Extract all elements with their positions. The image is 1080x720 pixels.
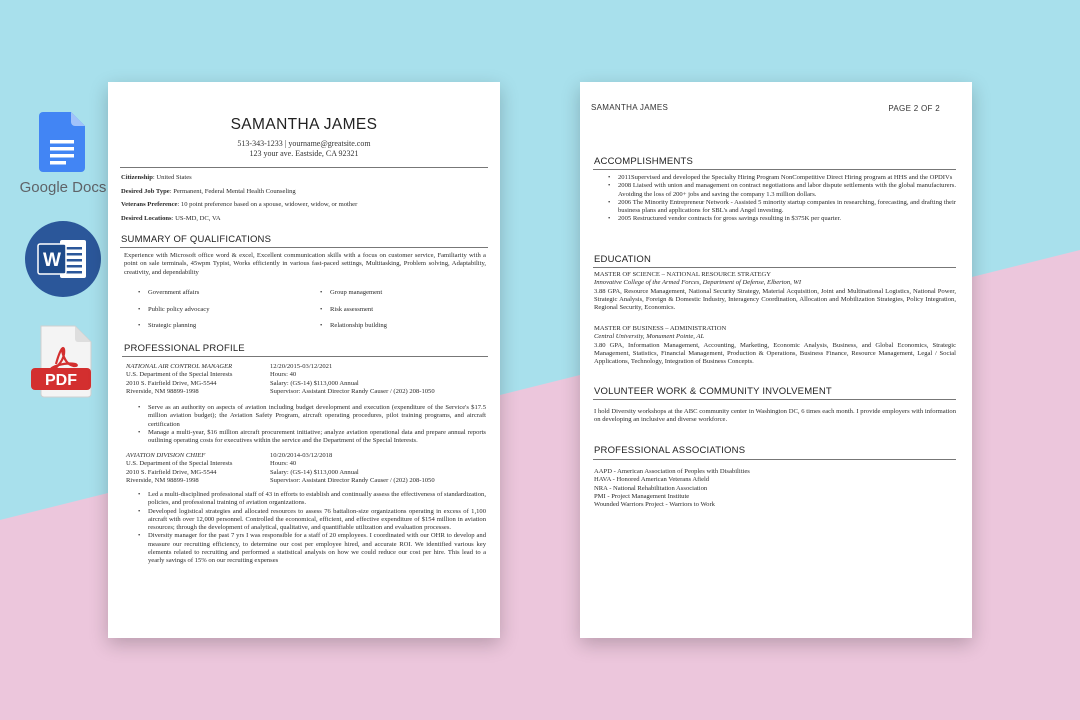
edu-1-details: 3.88 GPA, Resource Management, National Security Strategy, Material Acquisition, Joint and Multinational Logistics, National Power, Strategic Analysis, Foreign & Domestic Industry, Interagency Coordination, Allocation and Mobilization Strategies, Policy Integration, Regional Security, Economics. bbox=[594, 287, 956, 312]
skills-list-left bbox=[138, 285, 308, 335]
list-item: PMI - Project Management Institute bbox=[594, 492, 690, 500]
list-item: • Relationship building bbox=[320, 318, 480, 335]
google-docs-badge bbox=[18, 112, 108, 196]
detail-value: : United States bbox=[152, 174, 192, 181]
volunteer-divider bbox=[593, 399, 956, 400]
list-item: Wounded Warriors Project - Warriors to Work bbox=[594, 501, 715, 509]
list-item: • Government affairs bbox=[138, 285, 308, 302]
list-item: • 2005 Restructured vendor contracts for gross savings resulting in $375K per quarter. bbox=[608, 215, 956, 223]
google-docs-icon bbox=[39, 112, 87, 172]
summary-divider bbox=[120, 247, 488, 248]
page-number: PAGE 2 OF 2 bbox=[888, 104, 940, 113]
volunteer-text: I hold Diversity workshops at the ABC community center in Washington DC, 6 times each month. I provide employers with information on developing an inclusive and diverse workforce. bbox=[594, 408, 956, 424]
details-block bbox=[121, 171, 487, 225]
edu-2-degree: MASTER OF BUSINESS – ADMINISTRATION bbox=[594, 325, 727, 332]
job-1-row-1 bbox=[126, 363, 486, 371]
job-1-address: 2010 S. Fairfield Drive, MG-5544 bbox=[126, 379, 217, 387]
header-divider bbox=[120, 167, 488, 168]
education-heading: EDUCATION bbox=[594, 254, 652, 265]
list-item: • Developed logistical strategies and allocated resources to assess 76 battalion-size organizations operating in excess of 1,100 aircraft with over 12,000 personnel. Controlled the economical, efficient, and effective expenditure of $154 million in aviation resources; through the development of analytical, qualitative, and quantifiable utilization and evaluation processes. bbox=[138, 508, 486, 533]
list-item: • Strategic planning bbox=[138, 318, 308, 335]
list-item: AAPD - American Association of Peoples with Disabilities bbox=[594, 468, 750, 475]
skills-list-right bbox=[320, 285, 480, 335]
list-item: • Public policy advocacy bbox=[138, 302, 308, 319]
education-2 bbox=[594, 325, 956, 366]
page-2-header-name: SAMANTHA JAMES bbox=[591, 103, 669, 112]
list-item: HAVA - Honored American Veterans Afield bbox=[594, 476, 710, 484]
job-1-hours: Hours: 40 bbox=[270, 371, 297, 379]
edu-1-school: Innovative College of the Armed Forces, Department of Defense, Elberton, WI bbox=[594, 279, 802, 287]
contact-block bbox=[108, 139, 500, 159]
summary-text: Experience with Microsoft office word & excel, Excellent communication skills with a focus on customer service, Familiarity with a point on sale terminals, 45wpm Typist, Works efficiently in various fast-paced settings, Multitasking, Problem solving, Adaptability, creativity, and dependability bbox=[124, 252, 486, 276]
list-item: • Led a multi-disciplined professional staff of 43 in efforts to establish and continually assess the effectiveness of standardization, policies, and professional training of aviation organizations. bbox=[138, 491, 486, 508]
accomplishments-list bbox=[608, 174, 956, 224]
detail-label: Desired Locations bbox=[121, 214, 172, 222]
edu-1-degree: MASTER OF SCIENCE – NATIONAL RESOURCE STRATEGY bbox=[594, 271, 772, 278]
edu-2-details: 3.80 GPA, Information Management, Accounting, Marketing, Economic Analysis, Business, and Global Economics, Strategic Management, Statistics, Financial Management, Production & Operations, Business Finance, Resource Management, Legal / Social Applications, Technology, Integration of Business Concepts. bbox=[594, 341, 956, 366]
detail-locations bbox=[121, 212, 487, 226]
job-2-org: U.S. Department of the Special Interests bbox=[126, 460, 233, 468]
job-1-row-4 bbox=[126, 388, 486, 396]
resume-page-1 bbox=[108, 82, 500, 638]
job-2-bullets bbox=[138, 491, 486, 566]
associations-heading: PROFESSIONAL ASSOCIATIONS bbox=[594, 445, 746, 456]
resume-name: SAMANTHA JAMES bbox=[230, 116, 378, 133]
job-2-row-2 bbox=[126, 460, 486, 468]
list-item: • Manage a multi-year, $16 million aircraft procurement initiative; analyze aviation operational data and prepare annual reports outlining operating costs for executives within the service and the Department of the Special Interests. bbox=[138, 429, 486, 446]
svg-text:W: W bbox=[43, 250, 61, 271]
job-1-city: Riverside, NM 98899-1998 bbox=[126, 387, 199, 395]
job-2-row-4 bbox=[126, 477, 486, 485]
job-2-supervisor: Supervisor: Assistant Director Randy Causer / (202) 208-1050 bbox=[270, 476, 435, 484]
job-1-dates: 12/20/2015-03/12/2021 bbox=[270, 363, 333, 370]
detail-label: Citizenship bbox=[121, 174, 153, 181]
associations-divider bbox=[593, 459, 956, 460]
job-2-salary: Salary: (GS-14) $113,000 Annual bbox=[270, 468, 359, 476]
edu-2-school: Central University, Monument Pointe, AL bbox=[594, 333, 705, 341]
education-1 bbox=[594, 271, 956, 312]
associations-list bbox=[594, 468, 956, 509]
education-divider bbox=[593, 267, 956, 268]
detail-veterans bbox=[121, 198, 487, 212]
job-2-title: AVIATION DIVISION CHIEF bbox=[126, 452, 206, 459]
job-1 bbox=[126, 363, 486, 396]
list-item: • Diversity manager for the past 7 yrs I was responsible for a staff of 20 employees. I coordinated with our OHR to develop and measure our recruiting efficiency, to determine our cost per employee hired, and accurate ROI. We identified various key elements related to recruiting and performed a statistical analysis on how we could reduce our cost per hire. This lead to a yearly savings of 15% on our recruiting expenses bbox=[138, 532, 486, 565]
list-item: • Risk assessment bbox=[320, 302, 480, 319]
job-1-title: NATIONAL AIR CONTROL MANAGER bbox=[126, 363, 233, 370]
accomplishments-heading: ACCOMPLISHMENTS bbox=[594, 156, 694, 167]
profile-heading: PROFESSIONAL PROFILE bbox=[124, 343, 245, 354]
list-item: • 2006 The Minority Entrepreneur Network - Assisted 5 minority startup companies in researching, forecasting, and drafting their business plans and applications for SBL's and Angel investing. bbox=[608, 199, 956, 216]
volunteer-heading: VOLUNTEER WORK & COMMUNITY INVOLVEMENT bbox=[594, 386, 832, 397]
resume-page-2 bbox=[580, 82, 972, 638]
detail-label: Veterans Preference bbox=[121, 201, 178, 209]
pdf-badge bbox=[18, 324, 108, 403]
job-2-hours: Hours: 40 bbox=[270, 460, 297, 468]
detail-value: : Permanent, Federal Mental Health Counseling bbox=[169, 187, 296, 195]
profile-divider bbox=[122, 356, 488, 357]
list-item: • 2011Supervised and developed the Specialty Hiring Program NonCompetitive Direct Hiring program at HHS and the OPDIVs bbox=[608, 174, 956, 182]
job-1-row-2 bbox=[126, 371, 486, 379]
contact-line-2: 123 your ave. Eastside, CA 92321 bbox=[249, 149, 359, 158]
pdf-label: PDF bbox=[45, 372, 77, 389]
job-2-address: 2010 S. Fairfield Drive, MG-5544 bbox=[126, 468, 217, 476]
accomplishments-divider bbox=[593, 169, 956, 170]
detail-citizenship bbox=[121, 171, 487, 185]
detail-label: Desired Job Type bbox=[121, 187, 170, 195]
job-1-salary: Salary: (GS-14) $113,000 Annual bbox=[270, 379, 359, 387]
word-badge bbox=[18, 220, 108, 303]
job-1-supervisor: Supervisor: Assistant Director Randy Causer / (202) 208-1050 bbox=[270, 387, 435, 395]
list-item: • 2008 Liaised with union and management on contract negotiations and labor dispute settlements with the global manufacturers. Avoiding the loss of 200+ jobs and saving the company 1.3 million dollars. bbox=[608, 182, 956, 199]
list-item: • Group management bbox=[320, 285, 480, 302]
job-2-row-1 bbox=[126, 452, 486, 460]
microsoft-word-icon bbox=[24, 220, 102, 298]
job-1-row-3 bbox=[126, 380, 486, 388]
detail-job-type bbox=[121, 185, 487, 199]
pdf-icon bbox=[29, 324, 97, 398]
job-2-row-3 bbox=[126, 469, 486, 477]
job-2-city: Riverside, NM 98899-1998 bbox=[126, 476, 199, 484]
job-2 bbox=[126, 452, 486, 485]
job-1-bullets bbox=[138, 404, 486, 445]
contact-line-1: 513-343-1233 | yourname@greatsite.com bbox=[237, 139, 371, 148]
detail-value: : US-MD, DC, VA bbox=[171, 214, 221, 222]
list-item: NRA - National Rehabilitation Association bbox=[594, 484, 708, 492]
google-docs-label: Google Docs bbox=[19, 179, 107, 196]
job-2-dates: 10/20/2014-03/12/2018 bbox=[270, 452, 333, 459]
job-1-org: U.S. Department of the Special Interests bbox=[126, 371, 233, 379]
detail-value: : 10 point preference based on a spouse, widower, widow, or mother bbox=[177, 201, 358, 209]
summary-heading: SUMMARY OF QUALIFICATIONS bbox=[121, 234, 272, 245]
list-item: • Serve as an authority on aspects of aviation including budget development and execution (expenditure of the Service's $17.5 million aviation budget); the Aviation Safety Program, aircraft operating procedures, pilot training programs, and aircraft certification bbox=[138, 404, 486, 429]
